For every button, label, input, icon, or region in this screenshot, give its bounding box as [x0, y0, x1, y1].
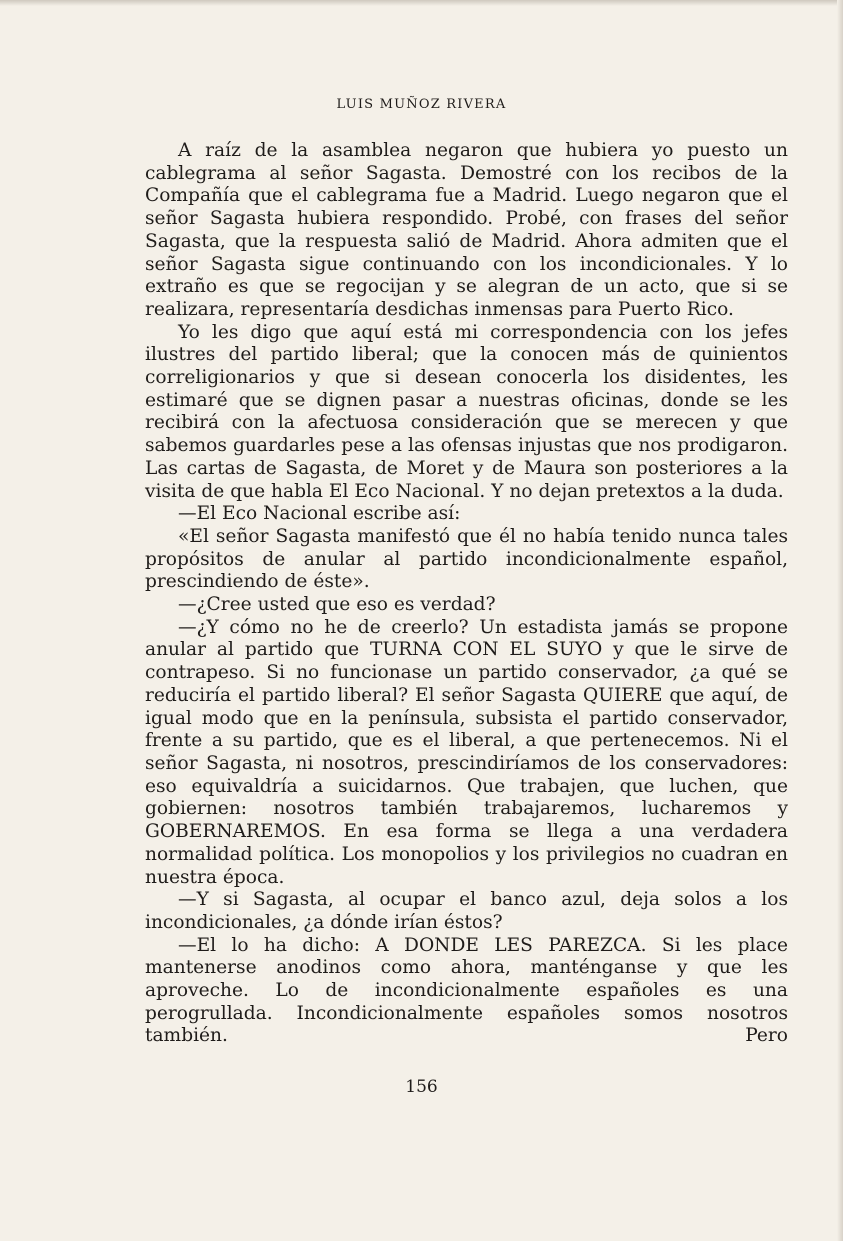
paragraph: Yo les digo que aquí está mi correspondencia con los jefes ilustres del partido liberal; que la conocen más de quinientos correligionarios y que si desean conocerla los disidentes, les estimaré que se dignen pasar a nuestras oficinas, donde se les recibirá con la afectuosa consideración que se merecen y que sabemos guardarles pese a las ofensas injustas que nos prodigaron. Las cartas de Sagasta, de Moret y de Maura son posteriores a la visita de que habla El Eco Nacional. Y no dejan pretextos a la duda. — [145, 321, 788, 502]
running-head: LUIS MUÑOZ RIVERA — [336, 97, 507, 112]
paragraph: —El Eco Nacional escribe así: — [178, 503, 461, 525]
paragraph: —El lo ha dicho: A DONDE LES PAREZCA. Si les place mantenerse anodinos como ahora, manténganse y que les aproveche. Lo de incondicionalmente españoles es una perogrullada. Incondicionalmente españoles somos nosotros también. Pero — [145, 934, 788, 1047]
page-top-edge — [0, 0, 843, 6]
page-right-edge — [837, 0, 843, 1241]
paragraph: A raíz de la asamblea negaron que hubiera yo puesto un cablegrama al señor Sagasta. Demostré con los recibos de la Compañía que el cablegrama fue a Madrid. Luego negaron que el señor Sagasta hubiera respondido. Probé, con frases del señor Sagasta, que la respuesta salió de Madrid. Ahora admiten que el señor Sagasta sigue continuando con los incondicionales. Y lo extraño es que se regocijan y se alegran de un acto, que si se realizara, representaría desdichas inmensas para Puerto Rico. — [145, 140, 788, 320]
paragraph: —¿Y cómo no he de creerlo? Un estadista jamás se propone anular al partido que TURNA CON EL SUYO y que le sirve de contrapeso. Si no funcionase un partido conservador, ¿a qué se reduciría el partido liberal? El señor Sagasta QUIERE que aquí, de igual modo que en la península, subsista el partido conservador, frente a su partido, que es el liberal, a que pertenecemos. Ni el señor Sagasta, ni nosotros, prescindiríamos de los conservadores: eso equivaldría a suicidarnos. Que trabajen, que luchen, que gobiernen: nosotros también trabajaremos, lucharemos y GOBERNAREMOS. En esa forma se llega a una verdadera normalidad política. Los monopolios y los privilegios no cuadran en nuestra época. — [145, 616, 788, 888]
body-text — [145, 140, 788, 1048]
paragraph: «El señor Sagasta manifestó que él no había tenido nunca tales propósitos de anular al partido incondicionalmente español, prescindiendo de éste». — [145, 525, 788, 593]
paragraph: —Y si Sagasta, al ocupar el banco azul, deja solos a los incondicionales, ¿a dónde irían éstos? — [145, 889, 788, 933]
paragraph: —¿Cree usted que eso es verdad? — [178, 594, 496, 616]
page-number: 156 — [405, 1077, 438, 1097]
